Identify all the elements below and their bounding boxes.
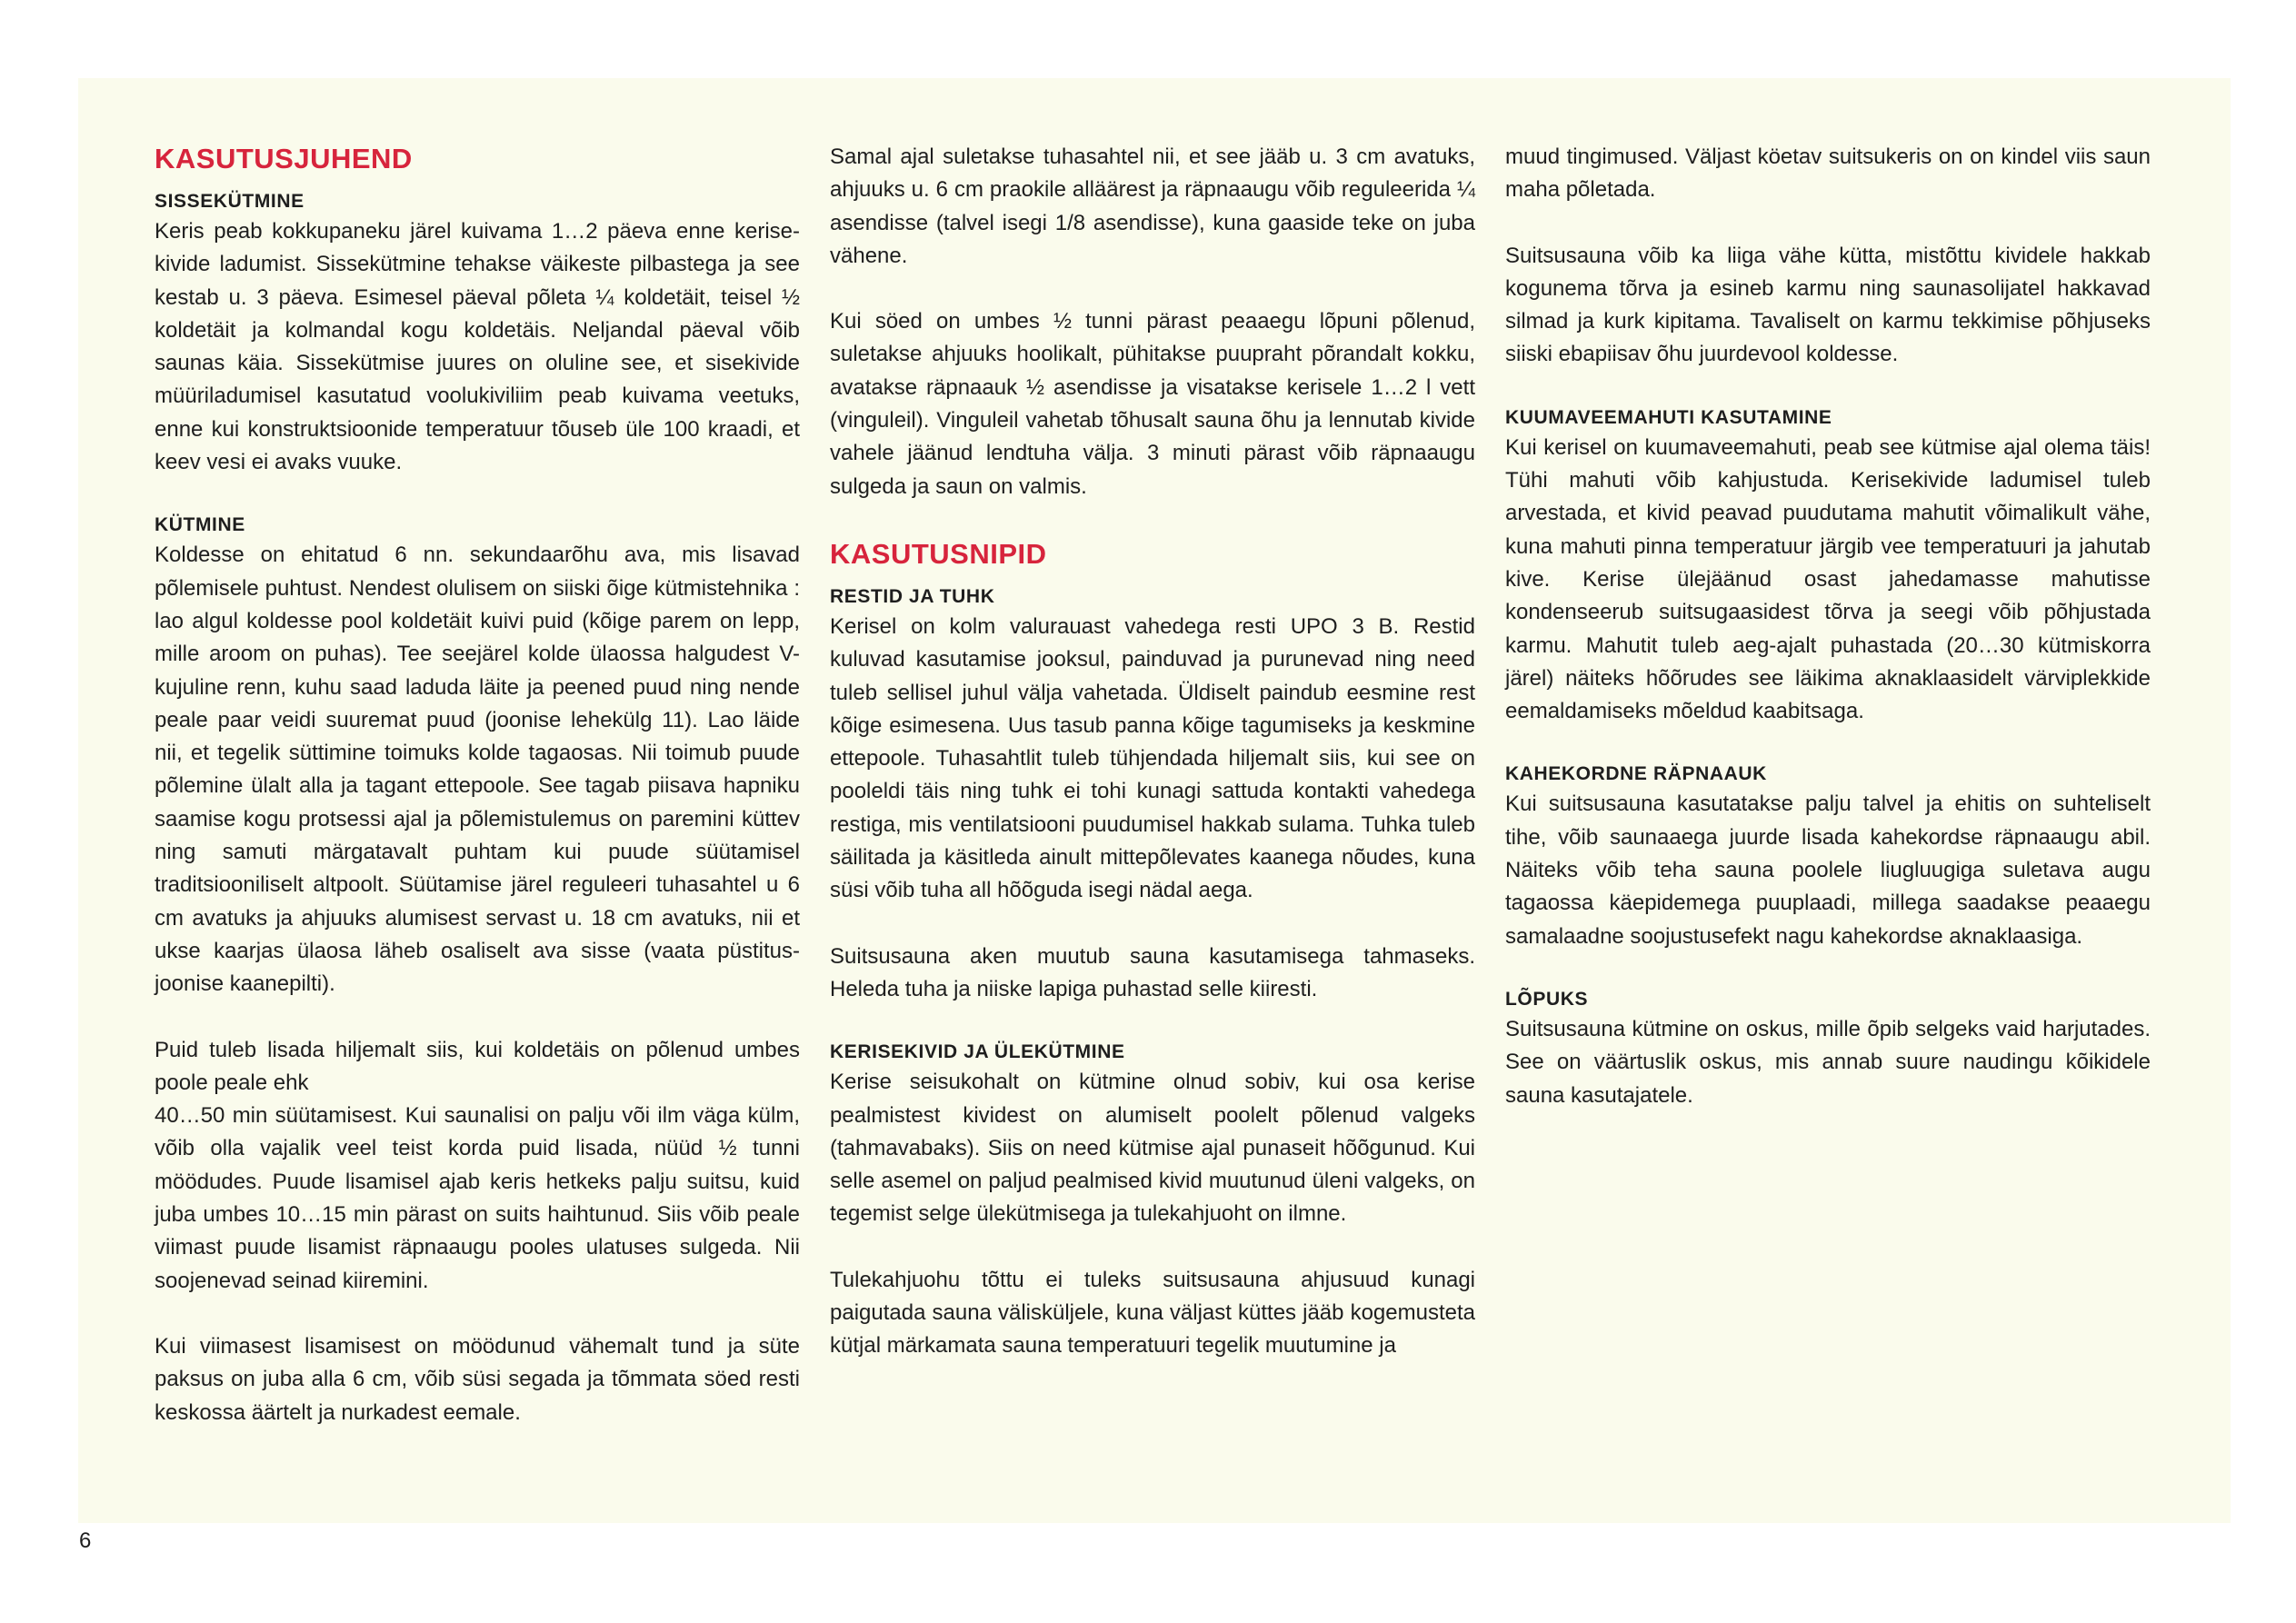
page-number: 6	[79, 1528, 92, 1553]
paragraph: Suitsusauna kütmine on oskus, mille õpib selgeks vaid harjutades. See on väärtuslik oskus, mis annab suure naudingu kõikidele sauna kasutajatele.	[1505, 1016, 2151, 1108]
subheading-kerisekivid: KERISEKIVID JA ÜLEKÜTMINE	[830, 1041, 1125, 1063]
column-1	[155, 141, 800, 1462]
subheading-restid-ja-tuhk: RESTID JA TUHK	[830, 585, 995, 607]
paragraph: 40…50 min süütamisest. Kui saunalisi on palju või ilm väga külm, võib olla vajalik veel teist korda puid lisada, nüüd ½ tunni möödudes. Puude lisamisel ajab keris hetkeks palju suitsu, kuid juba umbes 10…15 min pärast on suits haihtunud. Siis võib peale viimast puude lisamist räpnaaugu pooles ulatuses sulgeda. Nii soojenevad seinad kiiremini.	[155, 1103, 800, 1293]
subheading-lopuks: LÕPUKS	[1505, 988, 1589, 1010]
paragraph: Koldesse on ehitatud 6 nn. sekundaarõhu ava, mis lisavad põlemisele puhtust. Nendest olulisem on siiski õige kütmistehnika : lao algul koldesse pool koldetäit kuivi puid (kõige parem on lepp, mille aroom on puhas). Tee seejärel kolde ülaossa halgudest V-kujuline renn, kuhu saad laduda läite ja peened puud ning nende peale paar veidi suuremat puud (joonise lehekülg 11). Lao läide nii, et tegelik süttimine toimuks kolde tagaosas. Nii toimub puude põlemine ülalt alla ja tagant ettepoole. See tagab piisava hapniku saamise kogu protsessi ajal ja põlemistulemus on paremini küttev ning samuti märgatavalt puhtam kui puude süütamisel traditsiooniliselt altpoolt. Süütamise järel reguleeri tuhasahtel u 6 cm avatuks ja ahjuuks alumisest servast u. 18 cm avatuks, nii et ukse kaarjas ülaosa läheb osaliselt ava sisse (vaata püstitus-joonise kaanepilti).	[155, 543, 800, 997]
paragraph: Suitsusauna võib ka liiga vähe kütta, mistõttu kividele hakkab kogunema tõrva ja esineb karmu ning saunasolijatel hakkavad silmad ja kurk kipitama. Tavaliselt on karmu tekkimise põhjuseks siiski ebapiisav õhu juurdevool koldesse.	[1505, 243, 2151, 367]
subheading-sissekutmine: SISSEKÜTMINE	[155, 191, 304, 212]
paragraph: Kui kerisel on kuumaveemahuti, peab see kütmise ajal olema täis! Tühi mahuti võib kahjustuda. Kerisekivide ladumisel tuleb arvestada, et kivid peavad puudutama mahutit võimalikult vähe, kuna mahuti pinna temperatuur järgib vee temperatuuri ja jahutab kive. Kerise ülejäänud osast jahedamasse mahutisse kondenseerub suitsugaasidest tõrva ja seegi võib põhjustada karmu. Mahutit tuleb aeg-ajalt puhastada (20…30 kütmiskorra järel) näiteks hõõrudes see läikima aknaklaasidelt värviplekkide eemaldamiseks mõeldud kaabitsaga.	[1505, 434, 2151, 724]
paragraph: muud tingimused. Väljast köetav suitsukeris on on kindel viis saun maha põletada.	[1505, 144, 2151, 203]
column-2	[830, 141, 1475, 1396]
paragraph: Keris peab kokkupaneku järel kuivama 1…2 päeva enne kerise-kivide ladumist. Sissekütmine tehakse väikeste pilbastega ja see kestab u. 3 päeva. Esimesel päeval põleta ¼ koldetäit, teisel ½ koldetäit ja kolmandal kogu koldetäis. Neljandal päeval võib saunas käia. Sissekütmise juures on oluline see, et sisekivide müüriladumisel kasutatud voolukiviliim peab kuivama veetuks, enne kui konstruktsioonide temperatuur tõuseb üle 100 kraadi, et keev vesi ei avaks vuuke.	[155, 219, 800, 475]
section-heading-kasutusnipid: KASUTUSNIPID	[830, 537, 1047, 570]
section-heading-kasutusjuhend: KASUTUSJUHEND	[155, 143, 413, 174]
paragraph: Samal ajal suletakse tuhasahtel nii, et see jääb u. 3 cm avatuks, ahjuuks u. 6 cm praokile alläärest ja räpnaaugu võib reguleerida ¼ asendisse (talvel isegi 1/8 asendisse), kuna gaaside teke on juba vähene.	[830, 144, 1475, 268]
paragraph: Kui viimasest lisamisest on möödunud vähemalt tund ja süte paksus on juba alla 6 cm, võib süsi segada ja tõmmata söed resti keskossa äärtelt ja nurkadest eemale.	[155, 1333, 800, 1425]
paragraph: Puid tuleb lisada hiljemalt siis, kui koldetäis on põlenud umbes poole peale ehk	[155, 1037, 800, 1095]
subheading-kutmine: KÜTMINE	[155, 514, 245, 536]
paragraph: Suitsusauna aken muutub sauna kasutamisega tahmaseks. Heleda tuha ja niiske lapiga puhastad selle kiiresti.	[830, 943, 1475, 1001]
paragraph: Kui söed on umbes ½ tunni pärast peaaegu lõpuni põlenud, suletakse ahjuuks hoolikalt, pühitakse puupraht põrandalt kokku, avatakse räpnaauk ½ asendisse ja visatakse kerisele 1…2 l vett (vinguleil). Vinguleil vahetab tõhusalt sauna õhu ja lennutab kivide vahele jäänud lendtuha välja. 3 minuti pärast võib räpnaaugu sulgeda ja saun on valmis.	[830, 309, 1475, 499]
paragraph: Kui suitsusauna kasutatakse palju talvel ja ehitis on suhteliselt tihe, võib saunaaega juurde lisada kahekordse räpnaaugu abil. Näiteks võib teha sauna poolele liugluugiga suletava augu tagaossa käepidemega puuplaadi, millega saadakse peaaegu samalaadne soojustusefekt nagu kahekordse aknaklaasiga.	[1505, 792, 2151, 949]
paragraph: Kerise seisukohalt on kütmine olnud sobiv, kui osa kerise pealmistest kividest on alumiselt poolelt põlenud valgeks (tahmavabaks). Siis on need kütmise ajal punaseit hõõgunud. Kui selle asemel on paljud pealmised kivid muutunud üleni valgeks, on tegemist selge ülekütmisega ja tulekahjuoht on ilmne.	[830, 1070, 1475, 1227]
subheading-kahekordne-rapnaauk: KAHEKORDNE RÄPNAAUK	[1505, 763, 1767, 785]
column-3	[1505, 141, 2151, 1145]
paragraph: Kerisel on kolm valurauast vahedega resti UPO 3 B. Restid kuluvad kasutamise jooksul, painduvad ja purunevad ning need tuleb sellisel juhul välja vahetada. Üldiselt paindub eesmine rest kõige esimesena. Uus tasub panna kõige tagumiseks ja keskmine ettepoole. Tuhasahtlit tuleb tühjendada hiljemalt siis, kui see on pooleldi täis ning tuhk ei tohi kunagi sattuda kontakti vahedega restiga, mis ventilatsiooni puudumisel hakkab sulama. Tuhka tuleb säilitada ja käsitleda ainult mittepõlevates kaanega nõudes, kuna süsi võib tuha all hõõguda isegi nädal aega.	[830, 613, 1475, 903]
subheading-kuumaveemahuti: KUUMAVEEMAHUTI KASUTAMINE	[1505, 406, 1832, 428]
paragraph: Tulekahjuohu tõttu ei tuleks suitsusauna ahjusuud kunagi paigutada sauna välisküljele, kuna väljast küttes jääb kogemusteta kütjal märkamata sauna temperatuuri tegelik muutumine ja	[830, 1267, 1475, 1359]
